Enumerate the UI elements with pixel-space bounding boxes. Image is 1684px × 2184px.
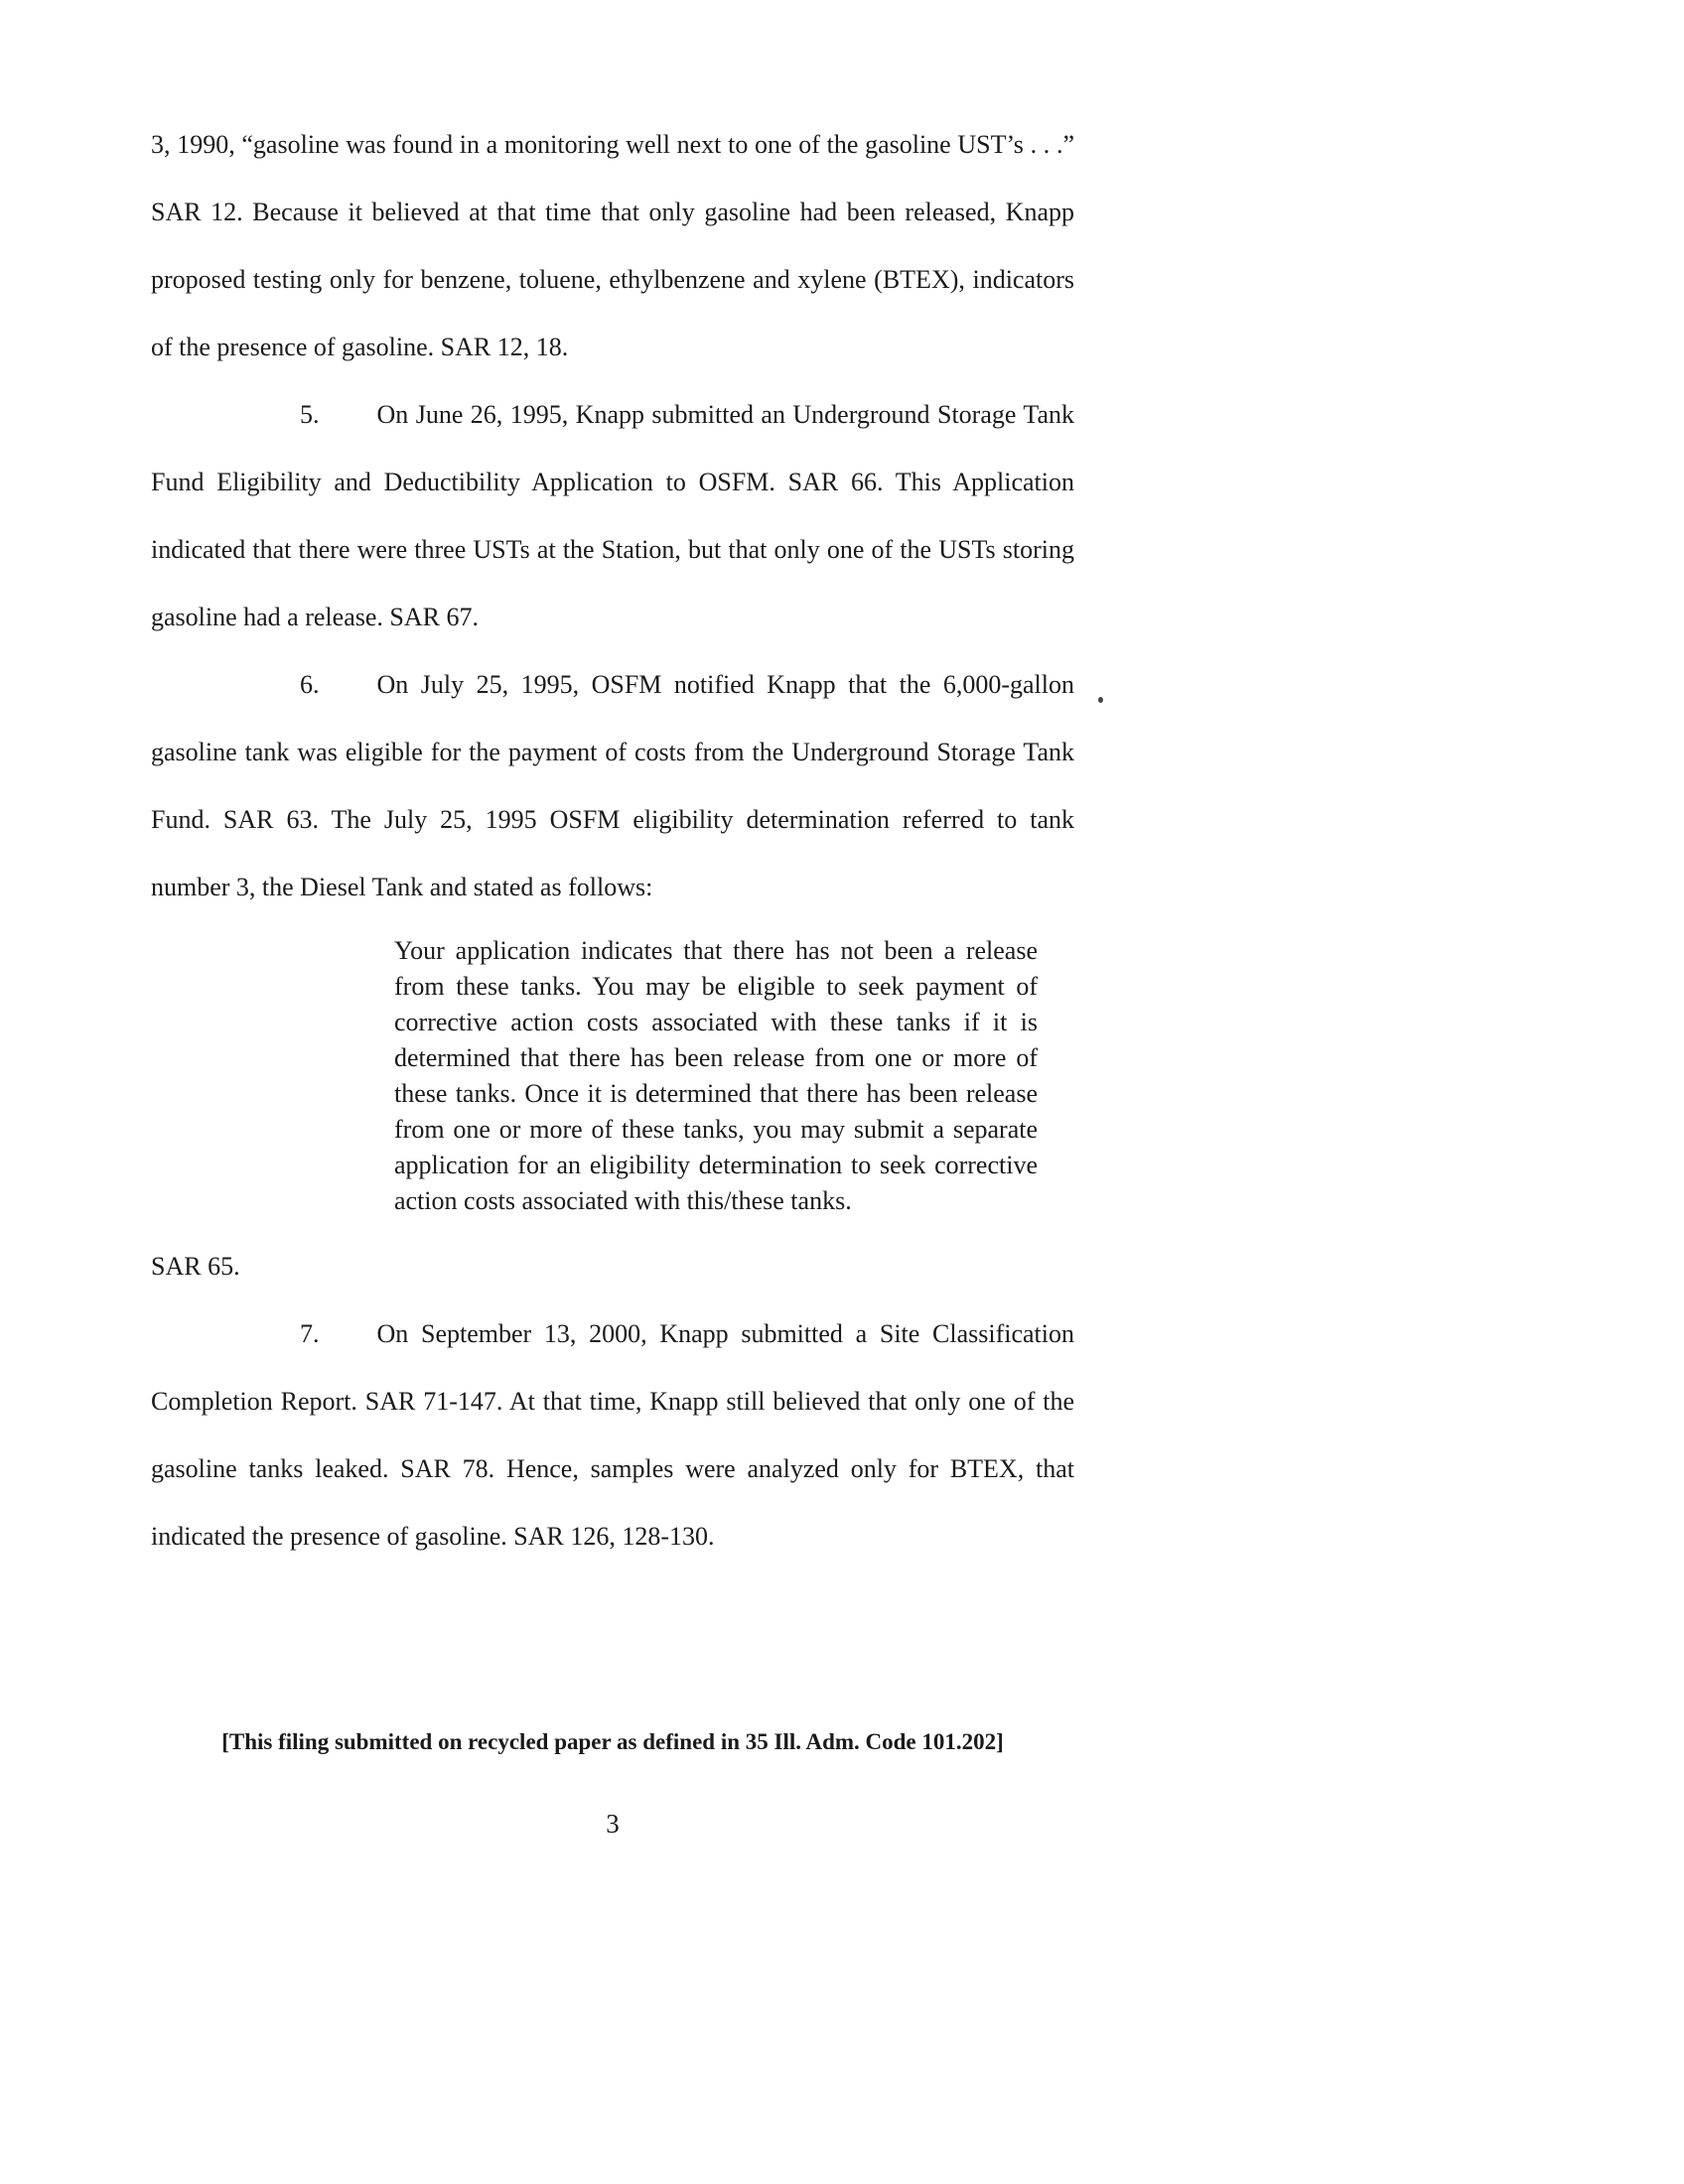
recycled-paper-footer: [This filing submitted on recycled paper as defined in 35 Ill. Adm. Code 101.202] (221, 1729, 1004, 1754)
page-number: 3 (606, 1809, 620, 1839)
paragraph-5-number: 5. (300, 400, 320, 429)
scan-artifact-dot (1098, 697, 1103, 703)
document-body (151, 111, 1074, 1570)
paragraph-continuation: 3, 1990, “gasoline was found in a monitoring well next to one of the gasoline UST’s . . .” SAR 12. Because it believed at that time that only gasoline had been released, Knapp proposed testing only for benzene, toluene, ethylbenzene and xylene (BTEX), indicators of the presence of gasoline. SAR 12, 18. (151, 130, 1074, 361)
paragraph-7-text: On September 13, 2000, Knapp submitted a Site Classification Completion Report. SAR 71-147. At that time, Knapp still believed that only one of the gasoline tanks leaked. SAR 78. Hence, samples were analyzed only for BTEX, that indicated the presence of gasoline. SAR 126, 128-130. (151, 1319, 1074, 1551)
citation-sar-65: SAR 65. (151, 1252, 240, 1281)
block-quote: Your application indicates that there has not been a release from these tanks. You may be eligible to seek payment of corrective action costs associated with these tanks if it is determined that there has been release from one or more of these tanks. Once it is determined that there has been release from one or more of these tanks, you may submit a separate application for an eligibility determination to seek corrective action costs associated with this/these tanks. (394, 936, 1038, 1215)
paragraph-5 (151, 381, 1074, 651)
paragraph-7-number: 7. (300, 1319, 320, 1348)
paragraph-6-number: 6. (300, 670, 320, 699)
paragraph-6-text: On July 25, 1995, OSFM notified Knapp that the 6,000-gallon gasoline tank was eligible for the payment of costs from the Underground Storage Tank Fund. SAR 63. The July 25, 1995 OSFM eligibility determination referred to tank number 3, the Diesel Tank and stated as follows: (151, 670, 1074, 901)
paragraph-6 (151, 651, 1074, 921)
paragraph-7 (151, 1300, 1074, 1570)
paragraph-5-text: On June 26, 1995, Knapp submitted an Underground Storage Tank Fund Eligibility and Deductibility Application to OSFM. SAR 66. This Application indicated that there were three USTs at the Station, but that only one of the USTs storing gasoline had a release. SAR 67. (151, 400, 1074, 631)
